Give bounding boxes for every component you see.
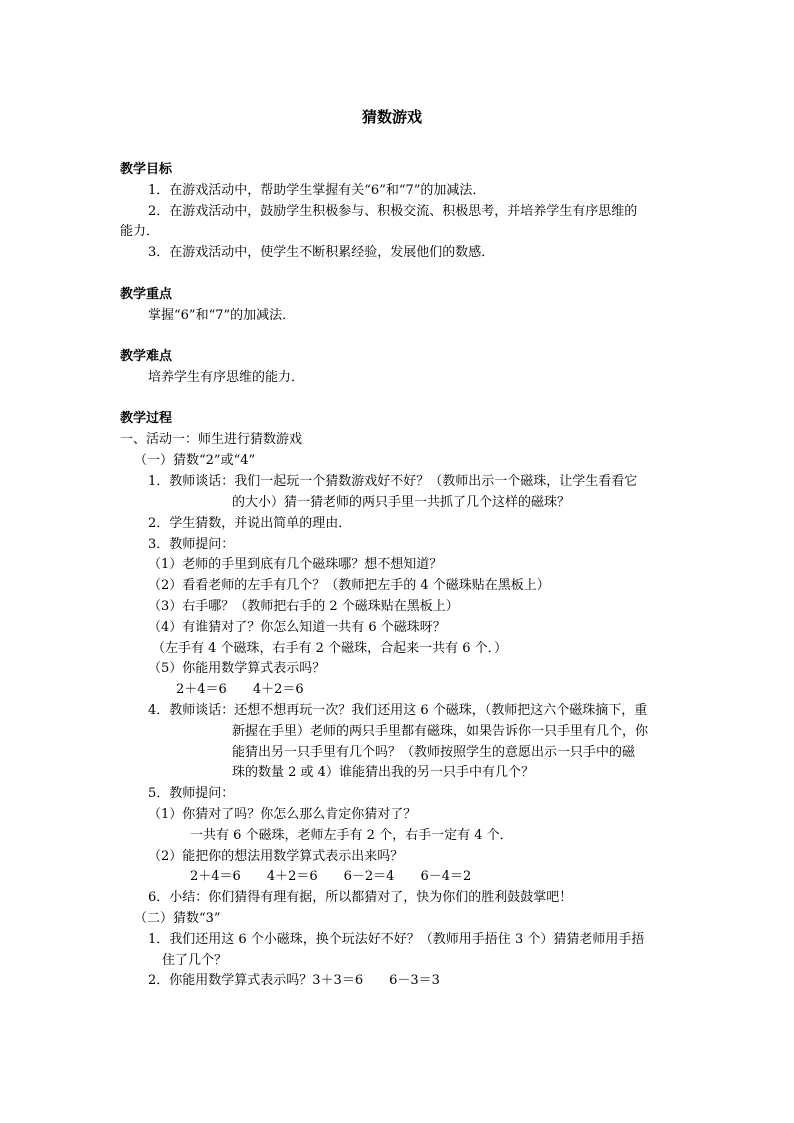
- key-point-heading: 教学重点: [120, 287, 173, 302]
- goals-heading: 教学目标: [120, 162, 173, 177]
- process-line: 1．我们还用这 6 个小磁珠，换个玩法好不好？（教师用手捂住 3 个）猜猜老师用手捂: [148, 932, 645, 947]
- process-line: 一、活动一：师生进行猜数游戏: [120, 432, 303, 447]
- process-line: （1）老师的手里到底有几个磁珠哪？想不想知道？: [148, 557, 443, 572]
- process-line: （左手有 4 个磁珠，右手有 2 个磁珠，合起来一共有 6 个．）: [152, 641, 508, 656]
- key-point-text: 掌握“6”和“7”的加减法．: [148, 308, 296, 323]
- process-line: （3）右手哪？（教师把右手的 2 个磁珠贴在黑板上）: [148, 599, 459, 614]
- process-line: 2．学生猜数，并说出简单的理由．: [148, 516, 352, 531]
- process-line: （2）看看老师的左手有几个？（教师把左手的 4 个磁珠贴在黑板上）: [148, 578, 550, 593]
- process-line: 2＋4＝6 4＋2＝6: [176, 682, 304, 697]
- goal-item-1: 1．在游戏活动中，帮助学生掌握有关“6”和“7”的加减法．: [148, 183, 486, 198]
- process-line: 新握在手里）老师的两只手里都有磁珠，如果告诉你一只手里有几个，你: [232, 724, 649, 739]
- process-line: 2．你能用数学算式表示吗？3＋3＝6 6－3＝3: [148, 973, 440, 988]
- process-line: （4）有谁猜对了？你怎么知道一共有 6 个磁珠呀？: [148, 620, 446, 635]
- process-line: 1．教师谈话：我们一起玩一个猜数游戏好不好？（教师出示一个磁珠，让学生看看它: [148, 474, 638, 489]
- process-line: 4．教师谈话：还想不想再玩一次？我们还用这 6 个磁珠，（教师把这六个磁珠摘下，重: [148, 703, 648, 718]
- process-line: （1）你猜对了吗？你怎么那么肯定你猜对了？: [148, 807, 417, 822]
- process-line: 能猜出另一只手里有几个吗？（教师按照学生的意愿出示一只手中的磁: [232, 745, 636, 760]
- process-line: 的大小）猜一猜老师的两只手里一共抓了几个这样的磁珠？: [232, 495, 571, 510]
- process-line: （一）猜数“2”或“4”: [134, 453, 256, 468]
- process-line: 珠的数量 2 或 4）谁能猜出我的另一只手中有几个？: [232, 765, 534, 780]
- process-line: （5）你能用数学算式表示吗？: [148, 661, 326, 676]
- goal-item-3: 3．在游戏活动中，使学生不断积累经验，发展他们的数感．: [148, 245, 495, 260]
- difficulty-text: 培养学生有序思维的能力．: [148, 370, 305, 385]
- process-heading: 教学过程: [120, 411, 173, 426]
- difficulty-heading: 教学难点: [120, 349, 173, 364]
- goal-item-2-cont: 能力．: [120, 224, 160, 239]
- process-line: 6．小结：你们猜得有理有据，所以都猜对了，快为你们的胜利鼓鼓掌吧！: [148, 890, 573, 905]
- page-title: 猜数游戏: [362, 108, 423, 126]
- process-line: 5．教师提问：: [148, 786, 235, 801]
- process-line: （二）猜数“3”: [134, 911, 221, 926]
- process-line: 住了几个？: [162, 953, 228, 968]
- process-line: 3．教师提问：: [148, 537, 235, 552]
- goal-item-2: 2．在游戏活动中，鼓励学生积极参与、积极交流、积极思考，并培养学生有序思维的: [148, 204, 638, 219]
- process-line: （2）能把你的想法用数学算式表示出来吗？: [148, 849, 404, 864]
- process-line: 2＋4＝6 4＋2＝6 6－2＝4 6－4＝2: [190, 869, 472, 884]
- process-line: 一共有 6 个磁珠，老师左手有 2 个，右手一定有 4 个．: [190, 828, 513, 843]
